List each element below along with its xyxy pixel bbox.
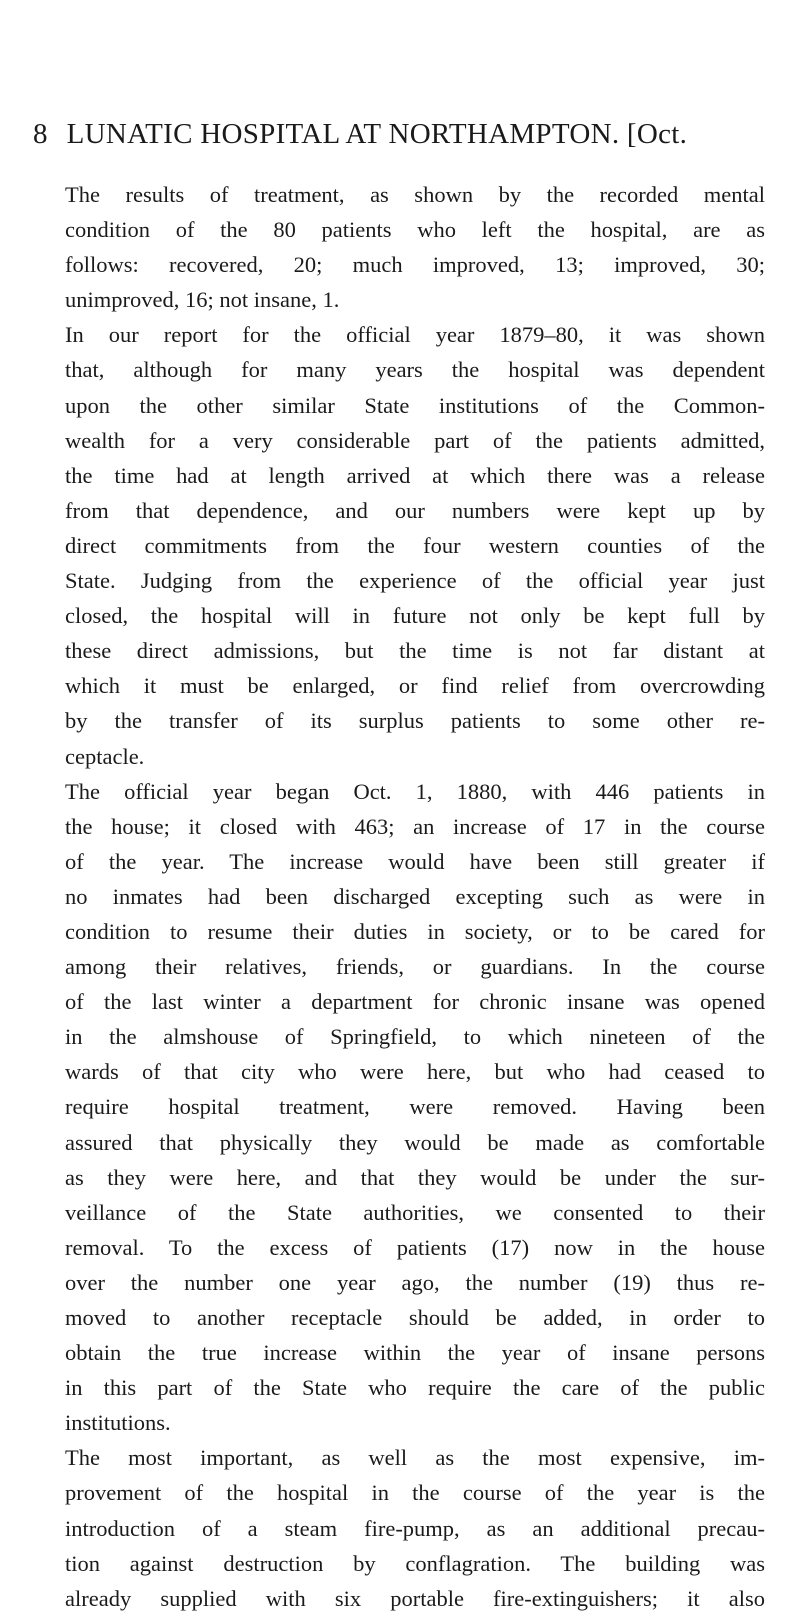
text-line: in the almshouse of Springfield, to which nineteen of the bbox=[65, 1024, 765, 1050]
text-line: as they were here, and that they would be under the sur- bbox=[65, 1164, 765, 1190]
paragraph-treatment-results bbox=[65, 177, 765, 317]
body-text bbox=[65, 177, 765, 1616]
text-line: The results of treatment, as shown by the recorded mental bbox=[65, 182, 765, 207]
text-line: by the transfer of its surplus patients to some other re- bbox=[65, 708, 765, 734]
text-line: no inmates had been discharged excepting such as were in bbox=[65, 883, 765, 909]
text-line: among their relatives, friends, or guardians. In the course bbox=[65, 954, 765, 980]
text-line: from that dependence, and our numbers were kept up by bbox=[65, 497, 765, 523]
text-line: upon the other similar State institutions of the Common- bbox=[65, 392, 765, 418]
text-line: tion against destruction by conflagration. The building was bbox=[65, 1550, 765, 1576]
text-line: in this part of the State who require the care of the public bbox=[65, 1375, 765, 1401]
page-title: LUNATIC HOSPITAL AT NORTHAMPTON. [Oct. bbox=[66, 118, 688, 150]
text-line: veillance of the State authorities, we consented to their bbox=[65, 1199, 765, 1225]
text-line: which it must be enlarged, or find relief from overcrowding bbox=[65, 673, 765, 699]
text-line: wealth for a very considerable part of the patients admitted, bbox=[65, 427, 765, 453]
text-line: State. Judging from the experience of the official year just bbox=[65, 568, 765, 594]
text-line: closed, the hospital will in future not only be kept full by bbox=[65, 603, 765, 629]
text-line: the time had at length arrived at which there was a release bbox=[65, 462, 765, 488]
text-line: already supplied with six portable fire-extinguishers; it also bbox=[65, 1585, 765, 1611]
text-line: The most important, as well as the most expensive, im- bbox=[65, 1445, 765, 1471]
text-line: removal. To the excess of patients (17) now in the house bbox=[65, 1234, 765, 1260]
text-line: The official year began Oct. 1, 1880, with 446 patients in bbox=[65, 778, 765, 804]
paragraph-dependence bbox=[65, 317, 765, 773]
text-line: these direct admissions, but the time is not far distant at bbox=[65, 638, 765, 664]
text-line: introduction of a steam fire-pump, as an additional precau- bbox=[65, 1515, 765, 1541]
text-line: the house; it closed with 463; an increase of 17 in the course bbox=[65, 813, 765, 839]
text-line: follows: recovered, 20; much improved, 13; improved, 30; bbox=[65, 252, 765, 278]
text-line: require hospital treatment, were removed. Having been bbox=[65, 1094, 765, 1120]
text-line: assured that physically they would be made as comfortable bbox=[65, 1129, 765, 1155]
text-line: condition of the 80 patients who left the hospital, are as bbox=[65, 217, 765, 243]
text-line: condition to resume their duties in society, or to be cared for bbox=[65, 918, 765, 944]
text-line: over the number one year ago, the number (19) thus re- bbox=[65, 1269, 765, 1295]
text-line: moved to another receptacle should be added, in order to bbox=[65, 1305, 765, 1330]
page-number: 8 bbox=[33, 118, 48, 150]
paragraph-official-year bbox=[65, 774, 765, 1441]
text-line: ceptacle. bbox=[65, 743, 145, 769]
text-line: wards of that city who were here, but who had ceased to bbox=[65, 1059, 765, 1085]
text-line: institutions. bbox=[65, 1410, 171, 1436]
text-line: provement of the hospital in the course of the year is the bbox=[65, 1480, 765, 1506]
text-line: obtain the true increase within the year of insane persons bbox=[65, 1340, 765, 1366]
text-line: of the last winter a department for chronic insane was opened bbox=[65, 989, 765, 1015]
text-line: In our report for the official year 1879–80, it was shown bbox=[65, 322, 765, 348]
paragraph-fire-pump bbox=[65, 1440, 765, 1615]
text-line: direct commitments from the four western counties of the bbox=[65, 532, 765, 558]
text-line: unimproved, 16; not insane, 1. bbox=[65, 287, 340, 313]
text-line: of the year. The increase would have been still greater if bbox=[65, 848, 765, 874]
running-head bbox=[33, 118, 763, 158]
text-line: that, although for many years the hospital was dependent bbox=[65, 357, 765, 383]
